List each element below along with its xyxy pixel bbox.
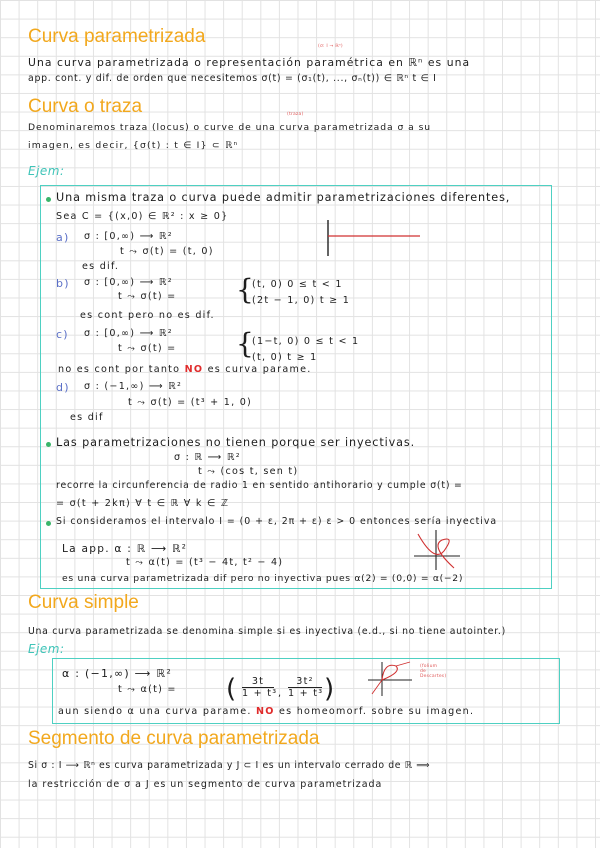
heading-segmento: Segmento de curva parametrizada	[28, 728, 320, 749]
fraction-numerator: 3t²	[288, 676, 322, 688]
formula-line: es dif	[70, 412, 104, 423]
bullet-text: Una misma traza o curva puede admitir parametrizaciones diferentes,	[56, 191, 511, 204]
formula-line: recorre la circunferencia de radio 1 en sentido antihorario y cumple σ(t) =	[56, 480, 463, 491]
set-definition: Sea C = {(x,0) ∈ ℝ² : x ≥ 0}	[56, 211, 229, 222]
bullet-text: Las parametrizaciones no tienen porque ser inyectivas.	[56, 436, 416, 449]
formula-line: σ : (−1,∞) ⟶ ℝ²	[84, 381, 183, 392]
formula-line: es dif.	[82, 261, 120, 272]
formula-line: La app. α : ℝ ⟶ ℝ²	[62, 543, 188, 555]
text-fragment: es homeomorf. sobre su imagen.	[279, 706, 475, 717]
no-emphasis: NO	[184, 364, 204, 375]
bullet-text: Si consideramos el intervalo I = (0 + ε, 2π + ε) ε > 0 entonces sería inyectiva	[56, 516, 498, 527]
item-label-c: c)	[56, 328, 69, 341]
formula-line: σ : [0,∞) ⟶ ℝ²	[84, 277, 173, 288]
formula-line: t ⤳ σ(t) =	[118, 291, 177, 302]
item-label-d: d)	[56, 381, 70, 394]
formula-line: es una curva parametrizada dif pero no inyectiva pues α(2) = (0,0) = α(−2)	[62, 573, 464, 584]
paren-left: (	[226, 674, 237, 704]
piecewise-case: (t, 0) t ≥ 1	[252, 352, 318, 363]
margin-note: (σ: I → ℝⁿ)	[318, 44, 343, 49]
piecewise-case: (t, 0) 0 ≤ t < 1	[252, 279, 343, 290]
definition-line: Una curva parametrizada se denomina simple si es inyectiva (e.d., si no tiene autointer.)	[28, 626, 506, 637]
ejemplo-label: Ejem:	[28, 642, 65, 656]
text-fragment: es curva parame.	[207, 364, 312, 375]
formula-line: σ : [0,∞) ⟶ ℝ²	[84, 328, 173, 339]
margin-note: (traza)	[287, 112, 304, 117]
text-fragment: aun siendo α una curva parame.	[58, 706, 252, 717]
ejemplo-label: Ejem:	[28, 164, 65, 178]
bullet-dot	[46, 197, 51, 202]
brace: {	[236, 327, 254, 360]
fraction-denominator: 1 + t³	[288, 688, 324, 699]
fraction-1	[242, 676, 278, 699]
formula-line: t ⤳ α(t) =	[118, 684, 177, 695]
heading-curva-o-traza: Curva o traza	[28, 96, 143, 117]
formula-line: α : (−1,∞) ⟶ ℝ²	[62, 667, 173, 680]
brace: {	[236, 273, 254, 306]
formula-line: σ : ℝ ⟶ ℝ²	[174, 452, 241, 463]
definition-line: Denominaremos traza (locus) o curve de una curva parametrizada σ a su	[28, 122, 432, 133]
formula-line: t ⤳ σ(t) = (t, 0)	[120, 246, 214, 257]
heading-curva-simple: Curva simple	[28, 592, 139, 613]
formula-line: t ⤳ (cos t, sen t)	[198, 466, 299, 477]
paren-right: )	[324, 674, 335, 704]
formula-line	[58, 706, 474, 717]
heading-curva-parametrizada: Curva parametrizada	[28, 26, 206, 47]
definition-line: Una curva parametrizada o representación paramétrica en ℝⁿ es una	[28, 56, 471, 69]
fraction-2	[288, 676, 322, 699]
formula-line: t ⤳ α(t) = (t³ − 4t, t² − 4)	[126, 557, 284, 568]
piecewise-case: (2t − 1, 0) t ≥ 1	[252, 295, 351, 306]
formula-line: = σ(t + 2kπ) ∀ t ∈ ℝ ∀ k ∈ ℤ	[56, 498, 230, 509]
item-label-b: b)	[56, 277, 70, 290]
fraction-numerator: 3t	[242, 676, 274, 688]
margin-note: (folium de Descartes)	[420, 664, 447, 679]
formula-line	[58, 364, 312, 375]
bullet-dot	[46, 442, 51, 447]
piecewise-case: (1−t, 0) 0 ≤ t < 1	[252, 336, 360, 347]
folium-sketch	[366, 660, 416, 698]
bullet-dot	[46, 521, 51, 526]
item-label-a: a)	[56, 231, 70, 244]
formula-line: t ⤳ σ(t) = (t³ + 1, 0)	[128, 397, 253, 408]
formula-line: σ : [0,∞) ⟶ ℝ²	[84, 231, 173, 242]
comma: ,	[278, 688, 283, 699]
definition-line: la restricción de σ a J es un segmento de curva parametrizada	[28, 779, 383, 790]
self-intersecting-curve-sketch	[412, 526, 462, 572]
definition-line: Si σ : I ⟶ ℝⁿ es curva parametrizada y J ⊂ I es un intervalo cerrado de ℝ ⟹	[28, 760, 431, 771]
definition-line: app. cont. y dif. de orden que necesitemos σ(t) = (σ₁(t), ..., σₙ(t)) ∈ ℝⁿ t ∈ I	[28, 73, 437, 84]
formula-line: es cont pero no es dif.	[80, 310, 215, 321]
fraction-denominator: 1 + t³	[242, 688, 278, 699]
definition-line: imagen, es decir, {σ(t) : t ∈ I} ⊂ ℝⁿ	[28, 140, 239, 151]
no-emphasis: NO	[256, 706, 275, 717]
text-fragment: no es cont por tanto	[58, 364, 181, 375]
ray-sketch	[316, 214, 426, 262]
formula-line: t ⤳ σ(t) =	[118, 343, 177, 354]
